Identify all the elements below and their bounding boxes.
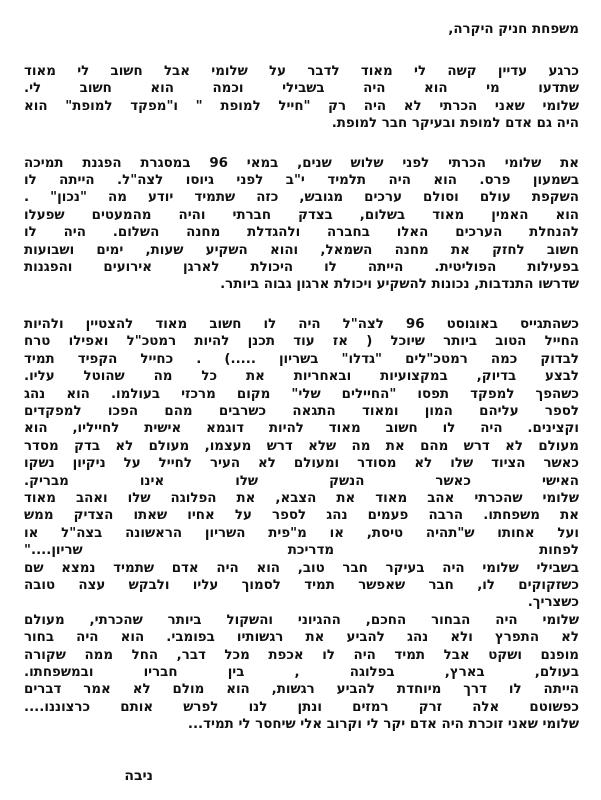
letter-paragraph [24,316,579,734]
letter-line: הייתה לו דרך מיוחדת להביע רגשות, הוא מולם לא אמר דברים [24,682,579,698]
letter-line: שדרשו התנדבות, נכונות להשקיע ויכולת ארגון גבוה ביותר. [220,277,579,293]
letter-line: היה גם אדם למופת ובעיקר חבר למופת. [331,116,579,132]
letter-paragraph [24,63,579,133]
letter-line: שלומי שאני זוכרת היה אדם יקר לי וקרוב אלי שיחסר לי תמיד... [187,717,579,733]
letter-line: כרגע עדיין קשה לי מאוד לדבר על שלומי אבל חשוב לי מאוד [24,64,579,79]
letter-line: לא התפרץ ולא נהג להביע את רגשותיו בפומבי. הוא היה בחור [24,630,579,646]
letter-line: לבצע בדיוק, במקצועיות ובאחריות את כל מה שהוטל עליו. [24,369,579,385]
letter-line: השקפת עולם וסולם ערכים מגובש, כזה שתמיד יודע מה "נכון" . [24,190,579,206]
letter-line: שתדעו מי הוא היה בשבילי וכמה הוא חשוב לי. [24,81,579,97]
letter-line: שלומי שאני הכרתי לא היה רק "חייל למופת " ו"מפקד למופת" הוא [24,98,579,114]
letter-line: האישי כאשר הנשק שלו אינו מבריק. [24,473,579,489]
letter-signature: ניבה [124,768,153,784]
letter-line: לפחות מדריכת שריון...." [24,543,579,559]
letter-line: שלומי שהכרתי אהב מאוד את הצבא, את הפלוגה שלו ואהב מאוד [24,490,579,506]
letter-line: כאשר הציוד שלו לא מסודר ומעולם לא העיר לחייל על ניקיון נשקו [24,456,579,472]
letter-line: לספר עליהם המון ומאוד התגאה כשרבים מהם הפכו למפקדים [24,403,579,419]
letter-paragraph [24,155,579,294]
letter-line: כפשוטם אלה זרק רמזים ונתן לנו לפרש אותם כרצוננו.... [24,699,579,715]
letter-line: כשהפך למפקד תפסו "החיילים שלי" מקום מרכזי בעולמו. הוא נהג [24,386,579,402]
letter-line: כשצריך. [527,595,579,611]
letter-line: כשהתגייס באוגוסט 96 לצה"ל היה לו חשוב מאוד להצטיין ולהיות [24,316,579,332]
letter-line: את שלומי הכרתי לפני שלוש שנים, במאי 96 במסגרת הפגנת תמיכה [24,155,579,171]
letter-line: וקצינים. היה לו חשוב מאוד להיות דוגמא אישית לחייליו, הוא [24,421,579,437]
letter-line: בשבילי שלומי היה בעיקר חבר טוב, הוא היה אדם שתמיד נמצא שם [24,560,579,576]
letter-line: ועל אחותו ש"תהיה טיסת, או מ"פית השריון הראשונה בצה"ל או [24,525,579,541]
letter-line: החייל הטוב ביותר שיוכל ( אז עוד תכנן להיות רמטכ"ל ואפילו טרח [24,334,579,350]
letter-line: לבדוק כמה רמטכ"לים "גדלו" בשריון .....) . כחייל הקפיד תמיד [24,351,579,367]
letter-line: הוא האמין מאוד בשלום, בצדק חברתי והיה מהמעטים שפעלו [24,207,579,223]
letter-line: בפעילות הפוליטית. הייתה לו היכולת לארגן אירועים והפגנות [24,260,579,276]
letter-line: שלומי היה הבחור החכם, ההגיוני והשקול ביותר שהכרתי, מעולם [24,612,579,628]
letter-line: חשוב לחזק את מחנה השמאל, והוא השקיע שעות, ימים ושבועות [24,242,579,258]
letter-body [24,63,579,734]
letter-line: להנחלת הערכים האלו בחברה ולהגדלת מחנה השלום. היה לו [24,225,579,241]
letter-greeting: משפחת חניק היקרה, [448,22,579,37]
letter-line: את משפחתו. הרבה פעמים נהג לספר על אחיו שאתו הצדיק ממש [24,508,579,524]
letter-line: בשמעון פרס. הוא היה תלמיד י"ב לפני גיוסו לצה"ל. הייתה לו [24,173,579,189]
letter-line: מופנם ושקט אבל תמיד היה לו אכפת מכל דבר, החל ממה שקורה [24,647,579,663]
letter-line: מעולם לא דרש מהם את מה שלא דרש מעצמו, מעולם לא בדק מסדר [24,438,579,454]
letter-line: בעולם, בארץ, בפלוגה , בין חבריו ובמשפחתו. [24,665,579,680]
letter-line: כשזקוקים לו, חבר שאפשר תמיד לסמוך עליו ולבקש עצה טובה [24,577,579,593]
